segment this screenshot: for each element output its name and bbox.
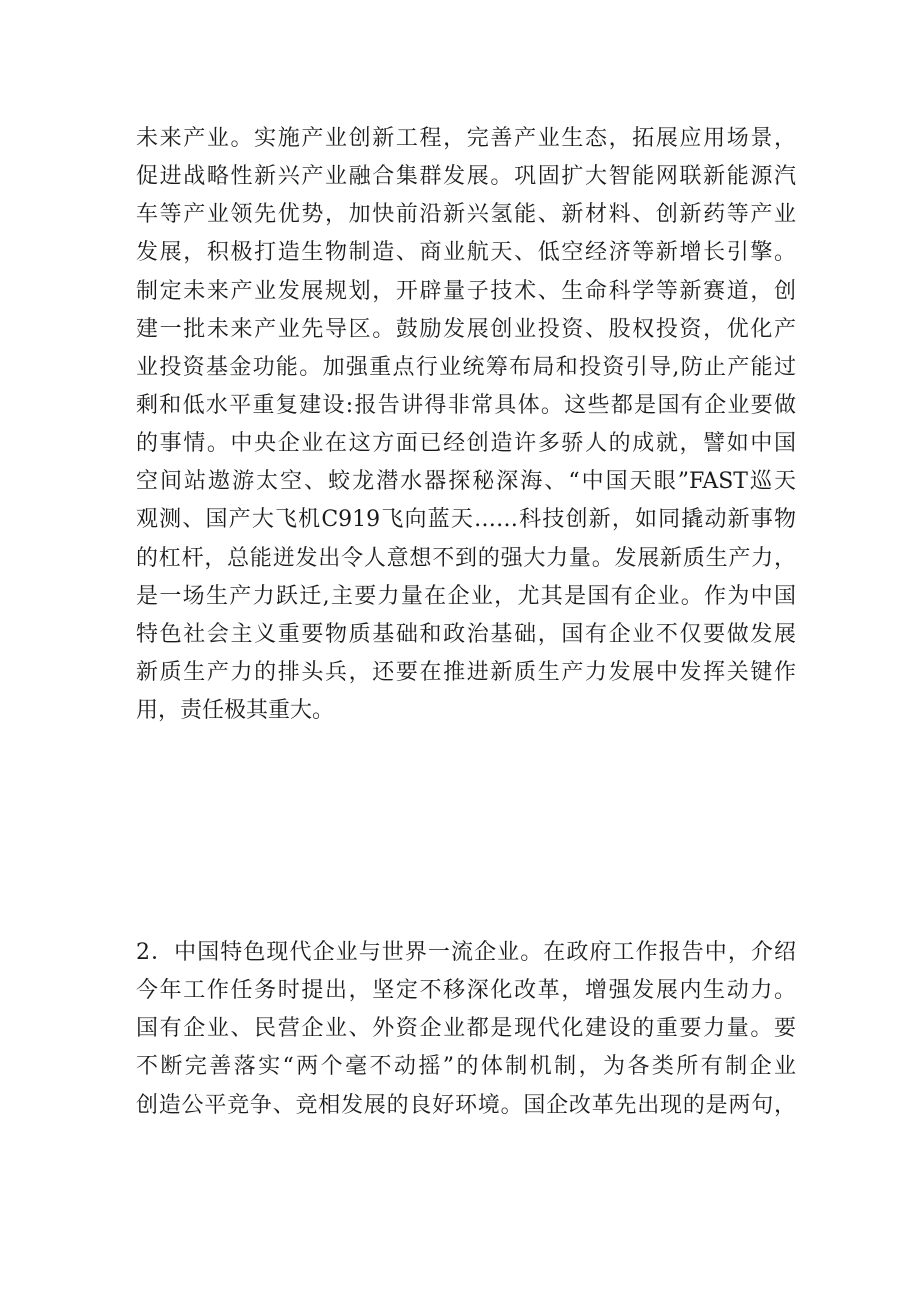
text-line: 促进战略性新兴产业融合集群发展。巩固扩大智能网联新能源汽: [136, 164, 796, 190]
text-line: 未来产业。实施产业创新工程，完善产业生态，拓展应用场景，: [136, 126, 796, 151]
text-line: 国有企业、民营企业、外资企业都是现代化建设的重要力量。要: [136, 1016, 796, 1042]
paragraph-2: [136, 934, 796, 1125]
text-line: 特色社会主义重要物质基础和政治基础，国有企业不仅要做发展: [136, 621, 796, 647]
text-line: 观测、国产大飞机C919飞向蓝天……科技创新，如同撬动新事物: [136, 507, 796, 533]
text-line: 今年工作任务时提出，坚定不移深化改革，增强发展内生动力。: [136, 978, 796, 1004]
text-line: 的杠杆，总能迸发出令人意想不到的强大力量。发展新质生产力，: [136, 545, 796, 571]
paragraph-1: [136, 120, 796, 730]
text-line: 发展，积极打造生物制造、商业航天、低空经济等新增长引擎。: [136, 240, 796, 266]
text-line: 创造公平竞争、竞相发展的良好环境。国企改革先出现的是两句，: [136, 1092, 796, 1118]
text-line: 不断完善落实“两个毫不动摇”的体制机制，为各类所有制企业: [136, 1054, 796, 1080]
text-line: 空间站遨游太空、蛟龙潜水器探秘深海、“中国天眼”FAST巡天: [136, 469, 796, 495]
text-line: 的事情。中央企业在这方面已经创造许多骄人的成就，譬如中国: [136, 431, 796, 457]
text-line: 制定未来产业发展规划，开辟量子技术、生命科学等新赛道，创: [136, 278, 796, 304]
text-line: 车等产业领先优势，加快前沿新兴氢能、新材料、创新药等产业: [136, 202, 796, 228]
text-line: 用，责任极其重大。: [136, 698, 335, 724]
text-line: 剩和低水平重复建设:报告讲得非常具体。这些都是国有企业要做: [136, 392, 796, 418]
text-line: 建一批未来产业先导区。鼓励发展创业投资、股权投资，优化产: [136, 316, 796, 342]
text-line: 是一场生产力跃迁,主要力量在企业，尤其是国有企业。作为中国: [136, 583, 796, 609]
text-line: 2．中国特色现代企业与世界一流企业。在政府工作报告中，介绍: [136, 940, 796, 965]
text-line: 新质生产力的排头兵，还要在推进新质生产力发展中发挥关键作: [136, 659, 796, 685]
text-line: 业投资基金功能。加强重点行业统筹布局和投资引导,防止产能过: [136, 354, 796, 380]
